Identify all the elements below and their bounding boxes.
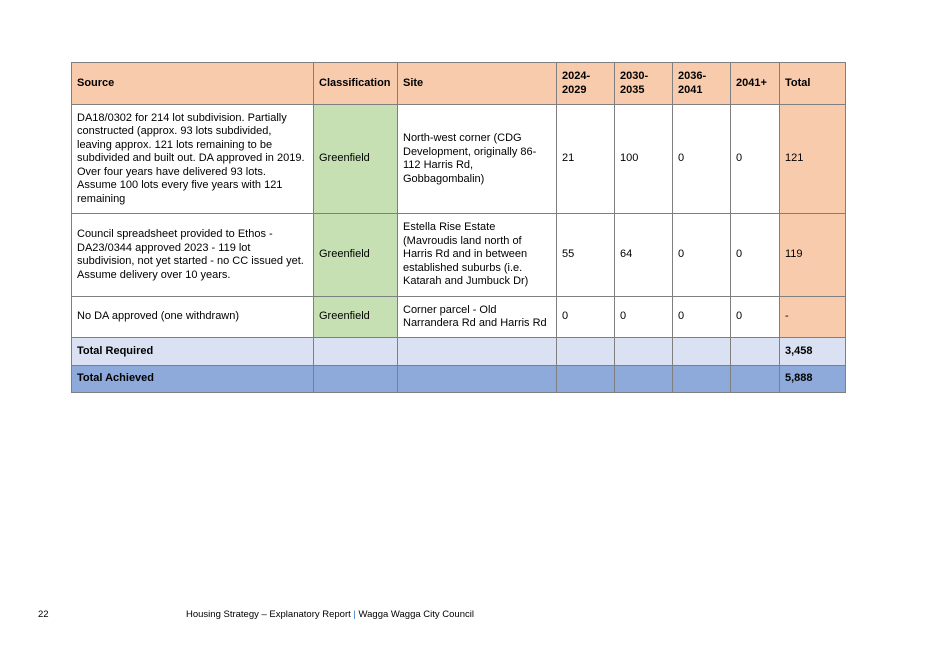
header-2036-2041: 2036-2041 [673, 63, 731, 105]
site-cell: Corner parcel - Old Narrandera Rd and Harris Rd [398, 297, 557, 338]
header-2030-2035: 2030-2035 [615, 63, 673, 105]
period-2030-2035-cell: 100 [615, 105, 673, 214]
source-cell: DA18/0302 for 214 lot subdivision. Partially constructed (approx. 93 lots subdivided, leaving approx. 121 lots remaining to be subdivided and built out. DA approved in 2019. Over four years have delivered 93 lots. Assume 100 lots every five years with 121 remaining [72, 105, 314, 214]
footer-text [186, 609, 474, 620]
empty-cell [673, 366, 731, 393]
footer-separator: | [353, 609, 356, 620]
period-2041-plus-cell: 0 [731, 214, 780, 297]
empty-cell [615, 366, 673, 393]
header-site: Site [398, 63, 557, 105]
empty-cell [398, 366, 557, 393]
table-row [72, 297, 846, 338]
table-row [72, 105, 846, 214]
header-total: Total [780, 63, 846, 105]
header-2041-plus: 2041+ [731, 63, 780, 105]
total-required-label: Total Required [72, 338, 314, 366]
empty-cell [398, 338, 557, 366]
period-2030-2035-cell: 64 [615, 214, 673, 297]
period-2036-2041-cell: 0 [673, 297, 731, 338]
table-header-row [72, 63, 846, 105]
site-cell: North-west corner (CDG Development, originally 86-112 Harris Rd, Gobbagombalin) [398, 105, 557, 214]
period-2041-plus-cell: 0 [731, 105, 780, 214]
footer-title: Housing Strategy – Explanatory Report [186, 609, 351, 620]
period-2041-plus-cell: 0 [731, 297, 780, 338]
site-cell: Estella Rise Estate (Mavroudis land north of Harris Rd and in between established suburbs (i.e. Katarah and Jumbuck Dr) [398, 214, 557, 297]
empty-cell [557, 366, 615, 393]
header-classification: Classification [314, 63, 398, 105]
source-cell: Council spreadsheet provided to Ethos - DA23/0344 approved 2023 - 119 lot subdivision, not yet started - no CC issued yet. Assume delivery over 10 years. [72, 214, 314, 297]
period-2024-2029-cell: 55 [557, 214, 615, 297]
period-2036-2041-cell: 0 [673, 105, 731, 214]
period-2030-2035-cell: 0 [615, 297, 673, 338]
total-achieved-value: 5,888 [780, 366, 846, 393]
footer-council: Wagga Wagga City Council [358, 609, 474, 620]
total-required-value: 3,458 [780, 338, 846, 366]
total-required-row [72, 338, 846, 366]
classification-cell: Greenfield [314, 105, 398, 214]
classification-cell: Greenfield [314, 214, 398, 297]
source-cell: No DA approved (one withdrawn) [72, 297, 314, 338]
empty-cell [314, 366, 398, 393]
total-cell: 119 [780, 214, 846, 297]
empty-cell [314, 338, 398, 366]
total-cell: - [780, 297, 846, 338]
period-2024-2029-cell: 0 [557, 297, 615, 338]
total-cell: 121 [780, 105, 846, 214]
header-source: Source [72, 63, 314, 105]
empty-cell [731, 366, 780, 393]
empty-cell [557, 338, 615, 366]
total-achieved-label: Total Achieved [72, 366, 314, 393]
empty-cell [673, 338, 731, 366]
page-number: 22 [38, 609, 49, 620]
empty-cell [731, 338, 780, 366]
period-2024-2029-cell: 21 [557, 105, 615, 214]
total-achieved-row [72, 366, 846, 393]
empty-cell [615, 338, 673, 366]
table-row [72, 214, 846, 297]
header-2024-2029: 2024-2029 [557, 63, 615, 105]
classification-cell: Greenfield [314, 297, 398, 338]
housing-supply-table [71, 62, 846, 393]
period-2036-2041-cell: 0 [673, 214, 731, 297]
